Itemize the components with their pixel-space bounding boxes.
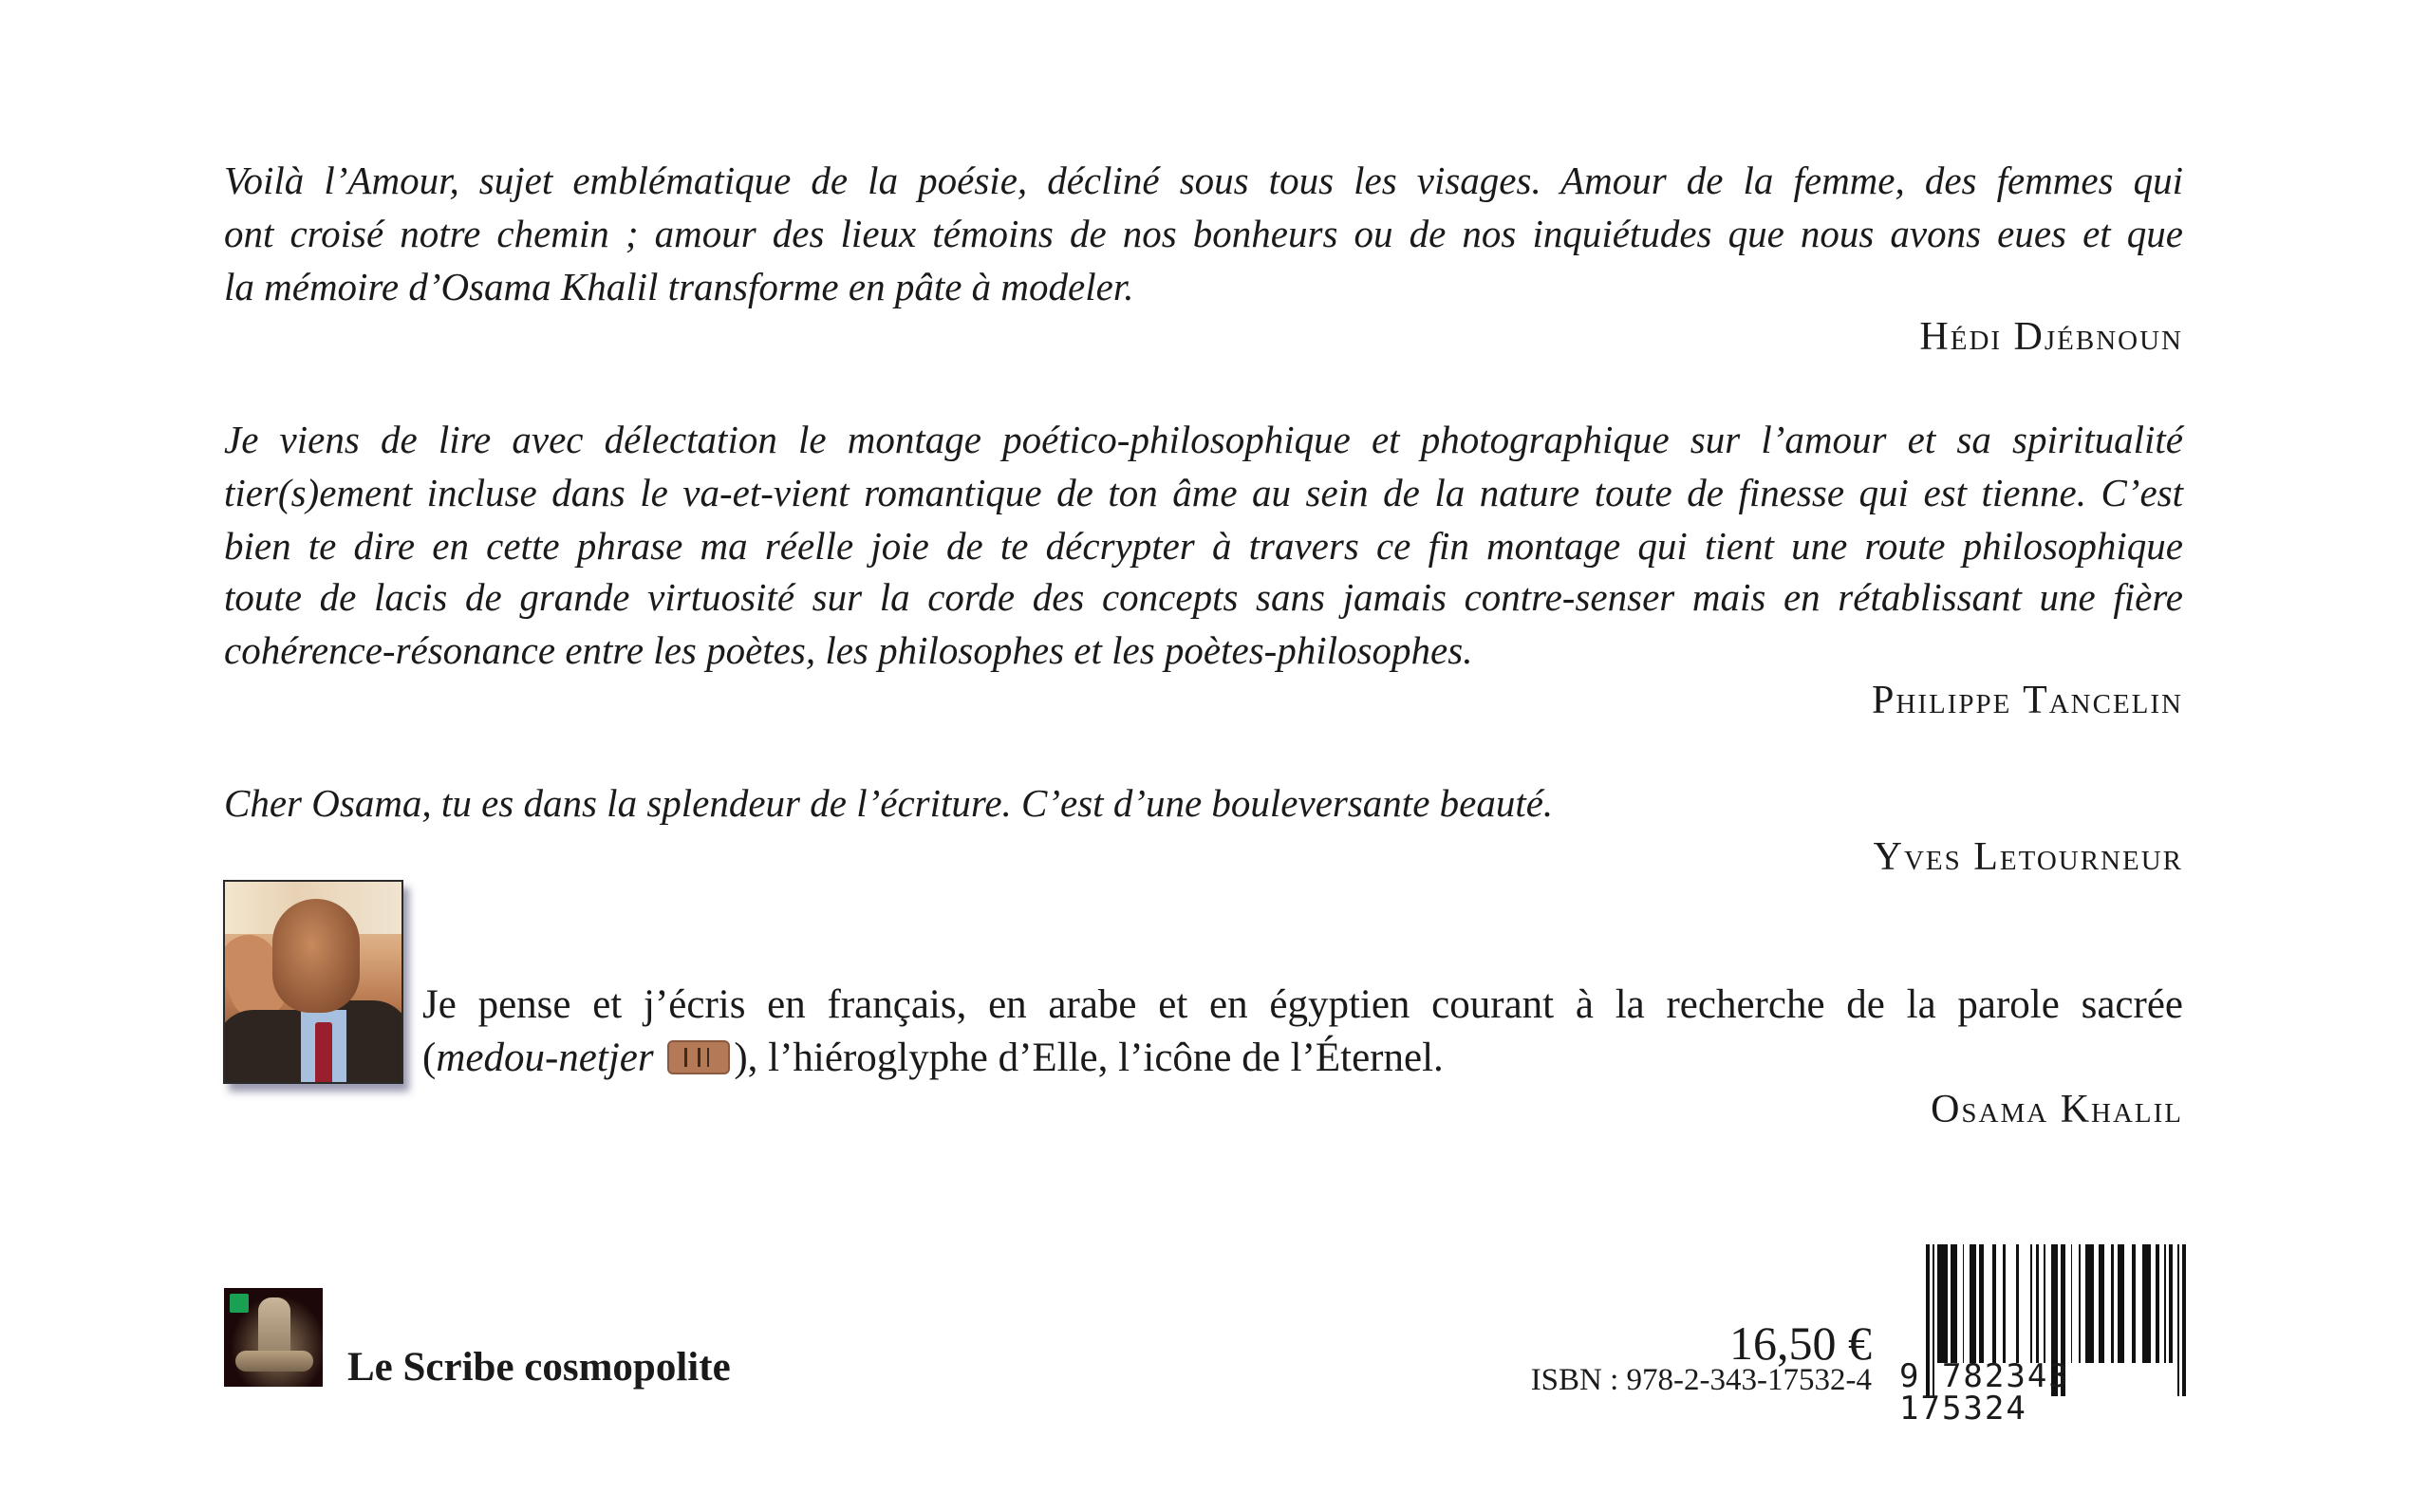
quote-line: cohérence-résonance entre les poètes, les philosophes et les poètes-philosophes. — [224, 628, 1473, 672]
author-photo — [223, 880, 403, 1084]
quote-line: ont croisé notre chemin ; amour des lieux témoins de nos bonheurs ou de nos inquiétudes que nous avons eues et que — [224, 212, 2183, 255]
quote-author: Philippe Tancelin — [1872, 679, 2183, 722]
bio-rest: ), l’hiéroglyphe d’Elle, l’icône de l’Éternel. — [734, 1036, 1444, 1080]
quote-line: toute de lacis de grande virtuosité sur la corde des concepts sans jamais contre-senser mais en rétablissant une fière — [224, 575, 2183, 619]
medou-netjer-term: medou-netjer — [436, 1036, 654, 1080]
author-bio-line-2 — [422, 1037, 2183, 1078]
badge-icon — [230, 1294, 249, 1313]
quote-2 — [224, 420, 2183, 686]
quote-author: Hédi Djébnoun — [1919, 315, 2183, 359]
price: 16,50 € — [1729, 1316, 1872, 1370]
quote-3 — [224, 781, 2183, 831]
author-bio-line-1: Je pense et j’écris en français, en arabe et en égyptien courant à la recherche de la parole sacrée — [422, 982, 2183, 1027]
paren-open: ( — [422, 1036, 437, 1080]
quote-author: Yves Letourneur — [1873, 835, 2183, 879]
quote-1 — [224, 161, 2183, 313]
quote-line: la mémoire d’Osama Khalil transforme en pâte à modeler. — [224, 265, 1134, 308]
quote-line: tier(s)ement incluse dans le va-et-vient romantique de ton âme au sein de la nature toute de finesse qui est tienne. C’est — [224, 471, 2183, 514]
barcode — [1899, 1244, 2186, 1428]
barcode-bars — [1926, 1244, 2186, 1363]
publisher-name: Le Scribe cosmopolite — [347, 1345, 731, 1390]
barcode-digits: 9 782343 175324 — [1899, 1357, 2070, 1428]
quote-line: Voilà l’Amour, sujet emblématique de la poésie, décliné sous tous les visages. Amour de la femme, des femmes qui — [224, 159, 2183, 202]
bio-author: Osama Khalil — [1931, 1088, 2183, 1131]
quote-line: Cher Osama, tu es dans la splendeur de l’écriture. C’est d’une bouleversante beauté. — [224, 781, 1554, 825]
quote-line: bien te dire en cette phrase ma réelle joie de te décrypter à travers ce fin montage qui tient une route philosophique — [224, 524, 2183, 568]
publisher-logo — [224, 1288, 323, 1387]
hieroglyph-icon — [667, 1040, 730, 1074]
isbn: ISBN : 978-2-343-17532-4 — [1530, 1363, 1872, 1397]
quote-line: Je viens de lire avec délectation le montage poético-philosophique et photographique sur l’amour et sa spiritualité — [224, 418, 2183, 461]
